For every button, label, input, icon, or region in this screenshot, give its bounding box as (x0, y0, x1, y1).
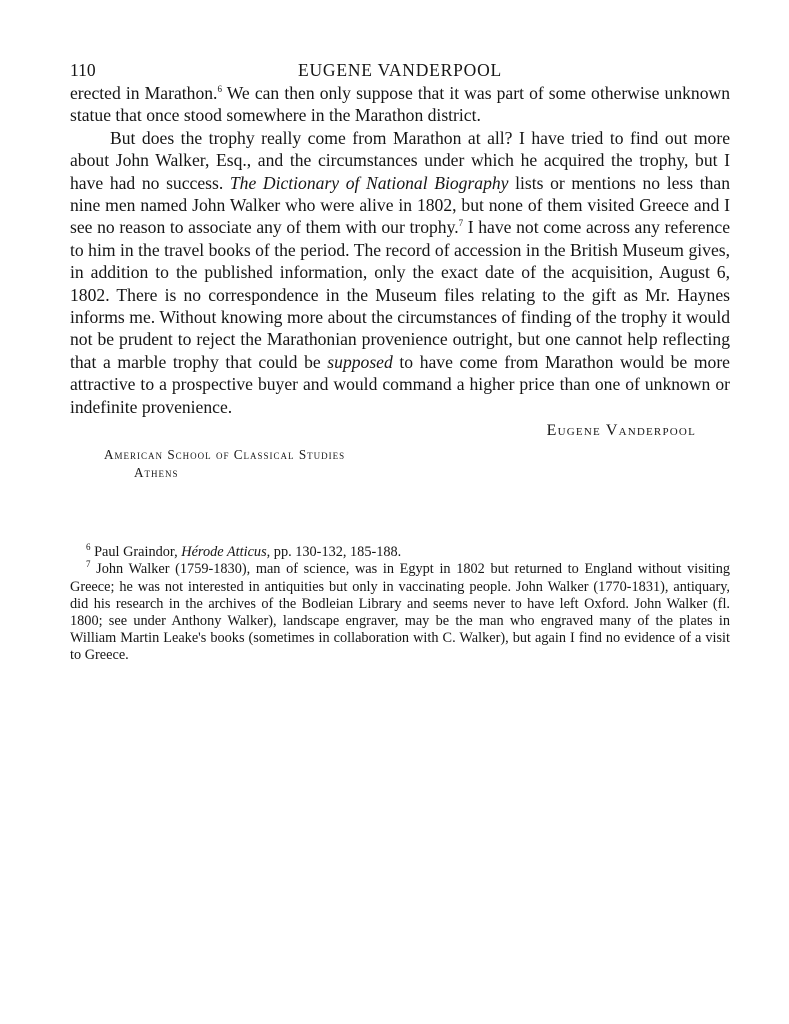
italic-title: Hérode Atticus (181, 544, 267, 561)
italic-emphasis: supposed (327, 351, 393, 372)
paragraph-text: But does the trophy really come from Marathon at all? I have tried to find out more about John Walker, Esq., and the circumstances under which he acquired the trophy, but I have had no success. (70, 127, 730, 193)
paragraph-2 (70, 127, 730, 418)
paragraph-text: lists or mentions no less than nine men named John Walker who were alive in 1802, but none of them visited Greece and I see no reason to associate any of them with our trophy. (70, 172, 731, 238)
paragraph-text: to have come from Marathon would be more attractive to a prospective buyer and would command a higher price than one of unknown or indefinite provenience. (70, 351, 730, 417)
footnote-6 (70, 544, 730, 561)
footnote-text: John Walker (1759-1830), man of science, was in Egypt in 1802 but returned to England without visiting Greece; he was not interested in antiquities but only in vaccinating people. John Walker (1770-1831), antiquary, did his research in the archives of the Bodleian Library and seems never to have left Oxford. John Walker (fl. 1800; see under Anthony Walker), landscape engraver, may be the man who engraved many of the plates in William Martin Leake's books (sometimes in collaboration with C. Walker), but again I find no evidence of a visit to Greece. (70, 561, 730, 664)
page-header (70, 52, 730, 82)
institution-name: American School of Classical Studies (104, 447, 346, 463)
italic-title: The Dictionary of National Biography (229, 172, 509, 193)
paragraph-1 (70, 82, 730, 127)
footnote-text: Paul Graindor, (90, 544, 182, 561)
paragraph-text: erected in Marathon. (70, 83, 218, 103)
footnote-number: 6 (86, 542, 91, 553)
footnote-text: , pp. 130-132, 185-188. (266, 544, 402, 561)
page-number: 110 (70, 60, 96, 80)
author-signature: Eugene Vanderpool (546, 422, 696, 440)
author-affiliation (104, 446, 730, 482)
body-text (70, 82, 730, 418)
institution-city: Athens (134, 465, 179, 481)
footnote-ref-7: 7 (458, 218, 464, 229)
footnotes (70, 544, 730, 664)
article-page (70, 52, 730, 665)
running-head: EUGENE VANDERPOOL (298, 60, 502, 80)
paragraph-text: We can then only suppose that it was part of some otherwise unknown statue that once stood somewhere in the Marathon district. (70, 83, 731, 126)
footnote-number: 7 (86, 559, 91, 570)
paragraph-text: I have not come across any reference to him in the travel books of the period. The record of accession in the British Museum gives, in addition to the published information, only the exact date of the acquisition, August 6, 1802. There is no correspondence in the Museum files relating to the gift as Mr. Haynes informs me. Without knowing more about the circumstances of finding of the trophy it would not be prudent to reject the Marathonian provenience outright, but one cannot help reflecting that a marble trophy that could be (70, 217, 730, 372)
footnote-7 (70, 561, 730, 664)
footnote-ref-6: 6 (217, 84, 222, 95)
